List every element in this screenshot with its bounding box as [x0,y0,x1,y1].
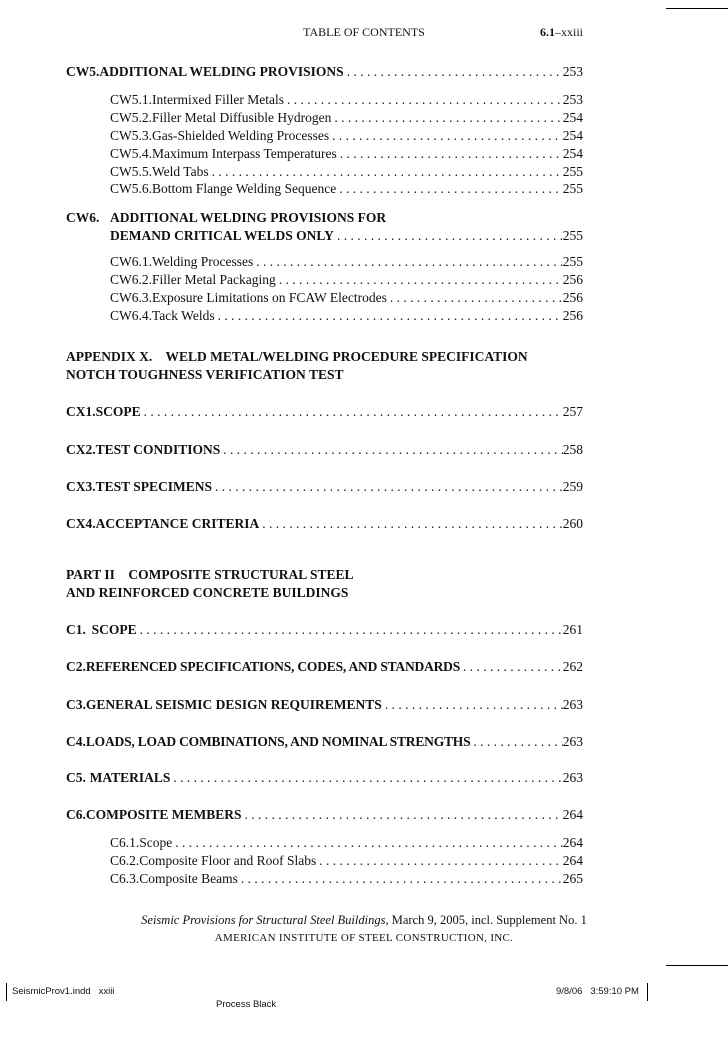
leader-dots [209,164,563,180]
subsection-title: Tack Welds [152,308,215,323]
toc-entry-cw5-6[interactable] [110,181,583,197]
page-ref: 257 [562,404,583,419]
subsection-title: Maximum Interpass Temperatures [152,146,337,161]
toc-entry-c2[interactable] [66,659,583,675]
section-title-line1: ADDITIONAL WELDING PROVISIONS FOR [110,210,387,225]
section-title: COMPOSITE MEMBERS [85,807,242,822]
leader-dots [242,807,563,823]
section-number: CX2. [66,442,96,457]
subsection-number: CW5.2. [110,110,152,125]
leader-dots [220,442,562,458]
page-ref: 258 [562,442,583,457]
appendix-heading-line1: APPENDIX X. WELD METAL/WELDING PROCEDURE SPECIFICATION [66,349,528,364]
leader-dots [331,110,562,126]
toc-entry-c6[interactable] [66,807,583,823]
leader-dots [141,404,563,420]
page-ref: 255 [562,254,583,269]
slug-filename: SeismicProv1.indd xxiii [12,986,115,997]
leader-dots [334,228,563,244]
leader-dots [344,64,563,80]
toc-entry-cx2[interactable] [66,442,583,458]
page-ref: 259 [562,479,583,494]
section-title: TEST CONDITIONS [95,442,221,457]
subsection-number: CW6.2. [110,272,152,287]
page-ref: 261 [562,622,583,637]
crop-mark-bottom-right-v [647,983,648,1001]
page-ref: 264 [562,853,583,868]
subsection-number: C6.3. [110,871,140,886]
section-number: C2. [66,659,86,674]
running-header-title: TABLE OF CONTENTS [303,25,425,39]
page-ref: 254 [562,110,583,125]
toc-entry-c3[interactable] [66,697,583,713]
slug-datetime: 9/8/06 3:59:10 PM [556,986,639,997]
subsection-number: C6.1. [110,835,140,850]
toc-entry-cw5-5[interactable] [110,164,583,180]
toc-entry-c6-3[interactable] [110,871,583,887]
appendix-heading-line2: NOTCH TOUGHNESS VERIFICATION TEST [66,367,344,382]
subsection-number: CW6.1. [110,254,152,269]
leader-dots [329,128,563,144]
subsection-title: Intermixed Filler Metals [152,92,284,107]
part-heading-line1: PART II COMPOSITE STRUCTURAL STEEL [66,567,354,582]
subsection-title: Gas-Shielded Welding Processes [152,128,330,143]
toc-entry-cx3[interactable] [66,479,583,495]
leader-dots [336,181,562,197]
crop-mark-bottom-left [6,983,7,1001]
leader-dots [284,92,563,108]
subsection-title: Filler Metal Diffusible Hydrogen [152,110,332,125]
subsection-title: Welding Processes [152,254,254,269]
page-ref: 255 [562,164,583,179]
section-number: C3. [66,697,86,712]
leader-dots [316,853,562,869]
leader-dots [253,254,562,270]
section-title: REFERENCED SPECIFICATIONS, CODES, AND STANDARDS [85,659,461,674]
document-title: Seismic Provisions for Structural Steel Buildings [141,913,386,927]
leader-dots [387,290,563,306]
subsection-title: Bottom Flange Welding Sequence [152,181,337,196]
leader-dots [337,146,563,162]
section-number: CW5. [66,64,100,79]
slug-color: Process Black [216,999,277,1010]
page-number-bold: 6.1 [539,25,555,39]
page-number-roman: –xxiii [554,25,583,39]
subsection-number: CW5.1. [110,92,152,107]
toc-entry-cx4[interactable] [66,516,583,532]
toc-entry-cw5-3[interactable] [110,128,583,144]
leader-dots [276,272,563,288]
subsection-number: CW5.4. [110,146,152,161]
section-number: C6. [66,807,86,822]
toc-entry-c1[interactable] [66,622,583,638]
page-ref: 264 [562,835,583,850]
page-ref: 260 [562,516,583,531]
section-title: SCOPE [91,622,137,637]
subsection-title: Scope [139,835,173,850]
page-ref: 256 [562,290,583,305]
toc-entry-cw6-2[interactable] [110,272,583,288]
toc-entry-cw5-2[interactable] [110,110,583,126]
toc-entry-cw5[interactable] [66,64,583,80]
part-heading-line2: AND REINFORCED CONCRETE BUILDINGS [66,585,349,600]
section-number: CW6. [66,210,100,225]
section-title: LOADS, LOAD COMBINATIONS, AND NOMINAL STRENGTHS [85,734,471,749]
leader-dots [470,734,562,750]
subsection-title: Composite Beams [139,871,238,886]
toc-entry-cw5-1[interactable] [110,92,583,108]
leader-dots [170,770,562,786]
section-number: CX1. [66,404,96,419]
section-number: C1. [66,622,86,637]
page-ref: 256 [562,308,583,323]
crop-mark-bottom-right [666,965,728,966]
running-footer-citation [0,913,728,928]
subsection-number: CW6.4. [110,308,152,323]
section-title: TEST SPECIMENS [95,479,213,494]
page-ref: 265 [562,871,583,886]
section-title: SCOPE [95,404,141,419]
leader-dots [212,479,563,495]
leader-dots [460,659,563,675]
leader-dots [259,516,562,532]
leader-dots [238,871,563,887]
toc-entry-c6-2[interactable] [110,853,583,869]
section-title: GENERAL SEISMIC DESIGN REQUIREMENTS [85,697,382,712]
page-ref: 263 [562,770,583,785]
section-title: ADDITIONAL WELDING PROVISIONS [99,64,344,79]
subsection-title: Exposure Limitations on FCAW Electrodes [152,290,387,305]
toc-entry-cw6-line1[interactable] [66,210,386,226]
toc-entry-cw6-3[interactable] [110,290,583,306]
toc-entry-cw6-1[interactable] [110,254,583,270]
page-ref: 253 [562,92,583,107]
page-ref: 262 [562,659,583,674]
page-ref: 263 [562,734,583,749]
subsection-number: C6.2. [110,853,140,868]
toc-entry-cx1[interactable] [66,404,583,420]
running-footer-publisher: AMERICAN INSTITUTE OF STEEL CONSTRUCTION, INC. [214,932,514,944]
leader-dots [137,622,563,638]
toc-entry-c4[interactable] [66,734,583,750]
page-ref: 254 [562,128,583,143]
page-ref: 263 [562,697,583,712]
section-number: C4. [66,734,86,749]
page-ref: 253 [562,64,583,79]
subsection-number: CW5.3. [110,128,152,143]
subsection-title: Composite Floor and Roof Slabs [139,853,317,868]
leader-dots [172,835,562,851]
section-number: C5. [66,770,86,785]
toc-entry-cw6[interactable] [110,228,583,244]
toc-entry-c6-1[interactable] [110,835,583,851]
page-ref: 254 [562,146,583,161]
citation-details: , March 9, 2005, incl. Supplement No. 1 [385,913,587,927]
toc-entry-c5[interactable] [66,770,583,786]
subsection-title: Filler Metal Packaging [152,272,276,287]
crop-mark-top-right [666,8,728,9]
subsection-number: CW5.5. [110,164,152,179]
section-number: CX3. [66,479,96,494]
leader-dots [382,697,563,713]
subsection-number: CW6.3. [110,290,152,305]
page-ref: 264 [562,807,583,822]
subsection-number: CW5.6. [110,181,152,196]
section-title-line2: DEMAND CRITICAL WELDS ONLY [110,228,334,243]
subsection-title: Weld Tabs [152,164,209,179]
section-title: MATERIALS [89,770,171,785]
toc-entry-cw5-4[interactable] [110,146,583,162]
page-ref: 255 [562,181,583,196]
section-title: ACCEPTANCE CRITERIA [95,516,260,531]
page-ref: 256 [562,272,583,287]
section-number: CX4. [66,516,96,531]
page-ref: 255 [562,228,583,243]
toc-entry-cw6-4[interactable] [110,308,583,324]
running-header-page [540,25,583,40]
leader-dots [215,308,563,324]
